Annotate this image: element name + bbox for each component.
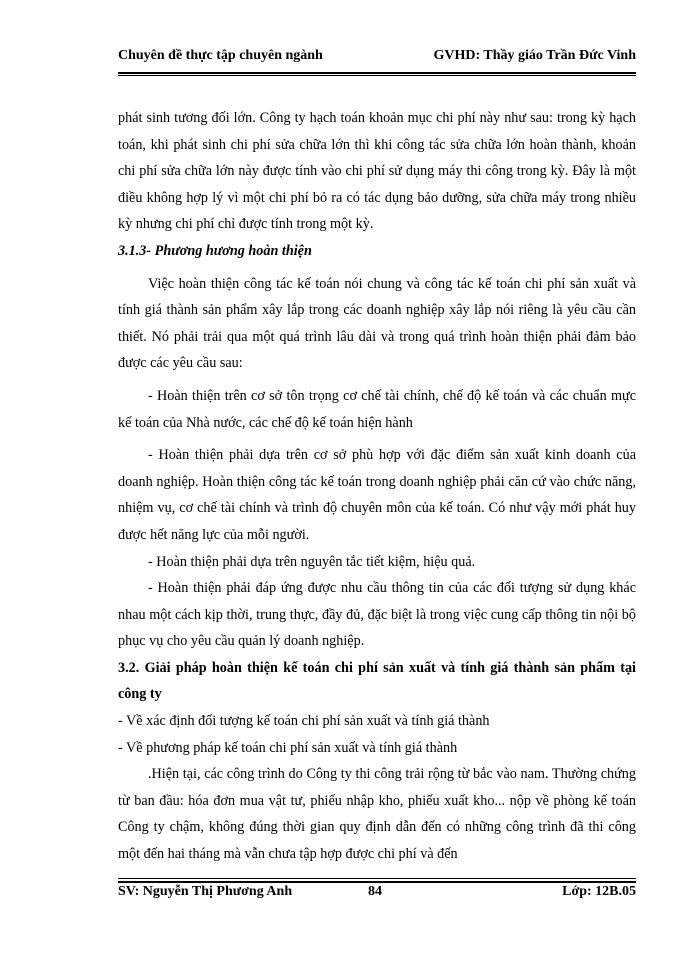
- paragraph-current-state: .Hiện tại, các công trình do Công ty thi công trải rộng từ bắc vào nam. Thường chứng từ ban đầu: hóa đơn mua vật tư, phiếu nhập kho, phiếu xuất kho... nộp về phòng kế toán Công ty chậm, không đúng thời gian quy định dẫn đến có những công trình đã thi công một đến hai tháng mà vẫn chưa tập hợp được chi phí và đến: [118, 766, 636, 863]
- paragraph-intro: Việc hoàn thiện công tác kế toán nói chung và công tác kế toán chi phí sản xuất và tính giá thành sản phẩm xây lắp trong các doanh nghiệp xây lắp nói riêng là yêu cầu cần thiết. Nó phải trải qua một quá trình lâu dài và trong quá trình hoàn thiện phải đảm bảo được các yêu cầu sau:: [118, 275, 636, 372]
- page-footer: [118, 884, 636, 904]
- paragraph-continued: phát sinh tương đối lớn. Công ty hạch toán khoản mục chi phí này như sau: trong kỳ hạch toán, khi phát sinh chi phí sửa chữa lớn thì khi công tác sửa chữa lớn hoàn thành, khoản chi phí sửa chữa lớn này được tính vào chi phí sử dụng máy thi công trong kỳ. Đây là một điều không hợp lý vì một chi phí bỏ ra có tác dụng bảo dưỡng, sửa chữa máy trong nhiều kỳ nhưng chi phí chỉ được tính trong một kỳ.: [118, 110, 636, 233]
- header-rule: [118, 72, 636, 74]
- requirement-item-4: - Hoàn thiện phải đáp ứng được nhu cầu thông tin của các đối tượng sử dụng khác nhau một cách kịp thời, trung thực, đầy đủ, đặc biệt là trong việc cung cấp thông tin nội bộ phục vụ cho yêu cầu quản lý doanh nghiệp.: [118, 580, 636, 650]
- document-body: [118, 105, 636, 868]
- section-heading-3-1-3: 3.1.3- Phương hương hoàn thiện: [118, 242, 312, 259]
- requirement-item-1: - Hoàn thiện trên cơ sở tôn trọng cơ chế tài chính, chế độ kế toán và các chuẩn mực kế toán của Nhà nước, các chế độ kế toán hiện hành: [118, 387, 636, 431]
- footer-student-name: SV: Nguyễn Thị Phương Anh: [118, 884, 293, 899]
- list-item-object: - Về xác định đối tượng kế toán chi phí sản xuất và tính giá thành: [118, 713, 490, 730]
- page-number: 84: [368, 884, 382, 899]
- footer-rule-thin: [118, 878, 636, 879]
- footer-rule: [118, 881, 636, 883]
- requirement-item-3: - Hoàn thiện phải dựa trên nguyên tắc tiết kiệm, hiệu quả.: [148, 553, 476, 570]
- header-rule-thin: [118, 75, 636, 76]
- section-heading-3-2: 3.2. Giải pháp hoàn thiện kế toán chi phí sản xuất và tính giá thành sản phẩm tại công ty: [118, 659, 636, 703]
- footer-class: Lớp: 12B.05: [562, 884, 636, 899]
- page-header: [118, 46, 636, 68]
- requirement-item-2: - Hoàn thiện phải dựa trên cơ sở phù hợp với đặc điểm sản xuất kinh doanh của doanh nghiệp. Hoàn thiện công tác kế toán trong doanh nghiệp phải căn cứ vào chức năng, nhiệm vụ, cơ chế tài chính và trình độ chuyên môn của kế toán. Có như vậy mới phát huy được hết năng lực của mỗi người.: [118, 447, 636, 543]
- list-item-method: - Về phương pháp kế toán chi phí sản xuất và tính giá thành: [118, 739, 458, 756]
- header-course-title: Chuyên đề thực tập chuyên ngành: [118, 48, 323, 63]
- header-supervisor: GVHD: Thầy giáo Trần Đức Vinh: [433, 48, 636, 63]
